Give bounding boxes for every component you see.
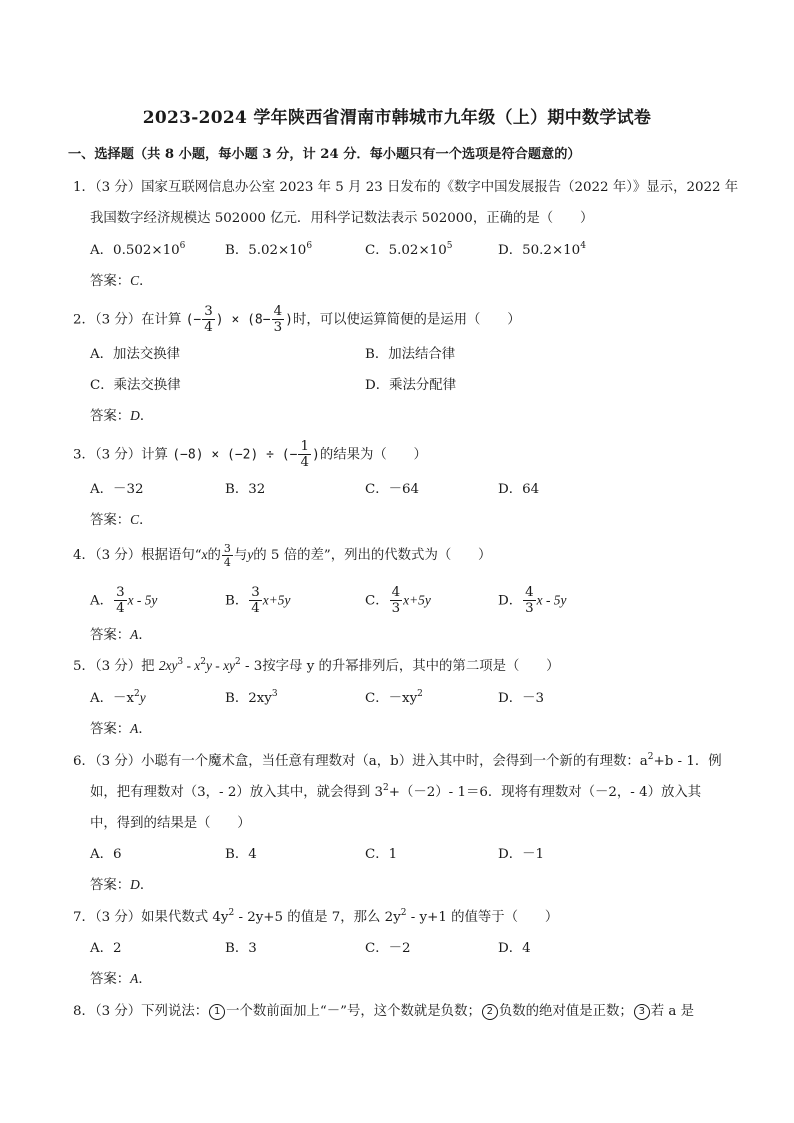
question-8: 8．（3 分）下列说法： 1 一个数前面加上“－”号，这个数就是负数； 2 负数的绝对值是正数； 3 若 a 是 <box>73 1004 695 1019</box>
q7-answer: 答案：A． <box>90 971 152 987</box>
q3-option-b: B．32 <box>225 482 266 497</box>
fraction: $\frac{4}{3}$ <box>391 585 401 617</box>
q7-option-b: B．3 <box>225 941 257 956</box>
circled-number: 1 <box>209 1004 225 1020</box>
question-6-line-1: 6．（3 分）小聪有一个魔术盒，当任意有理数对（a，b）进入其中时，会得到一个新的有理数：$a^2+b - 1$．例 <box>73 752 722 769</box>
q6-option-d: D．－1 <box>498 847 545 862</box>
q3-option-c: C．－64 <box>365 482 420 497</box>
question-7: 7．（3 分）如果代数式 $4y^2 - 2y+5$ 的值是 7，那么 $2y^2 - y+1$ 的值等于（ ） <box>73 908 559 925</box>
fraction: $\frac{3}{4}$ <box>251 585 260 617</box>
q1-answer: 答案：C． <box>90 273 153 289</box>
q4-answer: 答案：A． <box>90 627 152 643</box>
question-4: 4．（3 分）根据语句“x的 $\frac{3}{4}$ 与y的 5 倍的差”，列出的代数式为（ ） <box>73 542 492 569</box>
q4-option-d: D． $\frac{4}{3}$ x - 5y <box>498 585 567 617</box>
q4-option-a: A． $\frac{3}{4}$ x - 5y <box>90 585 158 617</box>
q3-answer: 答案：C． <box>90 512 153 528</box>
q5-option-c: C．$-xy^2$ <box>365 689 423 706</box>
q3-option-a: A．－32 <box>90 482 144 497</box>
fraction: $\frac{3}{4}$ <box>204 304 213 336</box>
exam-title: 2023-2024 学年陕西省渭南市韩城市九年级（上）期中数学试卷 <box>142 108 652 128</box>
q5-answer: 答案：A． <box>90 721 152 737</box>
q5-option-b: B．$2xy^3$ <box>225 689 278 706</box>
q3-option-d: D．64 <box>498 482 540 497</box>
question-5: 5．（3 分）把 $2xy^3 - x^2y - xy^2 - 3$按字母 y 的升幂排列后，其中的第二项是（ ） <box>73 657 560 674</box>
q7-option-a: A．2 <box>90 941 122 956</box>
q4-option-c: C． $\frac{4}{3}$ x+5y <box>365 585 431 617</box>
q2-option-d: D．乘法分配律 <box>365 378 457 393</box>
q7-option-d: D．4 <box>498 941 531 956</box>
question-2: 2．（3 分）在计算 (− $\frac{3}{4}$ ) × (8− $\frac{4}{3}$ )时，可以使运算简便的是运用（ ） <box>73 304 521 336</box>
circled-number: 2 <box>482 1004 498 1020</box>
fraction: $\frac{4}{3}$ <box>273 304 283 336</box>
q7-option-c: C．－2 <box>365 941 411 956</box>
q2-option-c: C．乘法交换律 <box>90 378 181 393</box>
q6-option-a: A．6 <box>90 847 122 862</box>
fraction: $\frac{3}{4}$ <box>116 585 125 617</box>
q2-option-a: A．加法交换律 <box>90 347 181 362</box>
question-6-line-3: 中，得到的结果是（ ） <box>90 816 251 831</box>
question-3: 3．（3 分）计算 (−8) × (−2) ÷ (− $\frac{1}{4}$ )的结果为（ ） <box>73 439 427 471</box>
q1-option-d: D．$50.2\times 10^4$ <box>498 241 586 258</box>
question-6-line-2: 如，把有理数对（3，- 2）放入其中，就会得到 $3^2+(-2)-$ 1＝6．现将有理数对（－2，- 4）放入其 <box>90 783 702 800</box>
q5-option-a: A．$-x^2y$ <box>90 689 146 706</box>
circled-number: 3 <box>634 1004 650 1020</box>
q4-option-b: B． $\frac{3}{4}$ x+5y <box>225 585 291 617</box>
fraction: $\frac{4}{3}$ <box>525 585 534 617</box>
q6-option-b: B．4 <box>225 847 257 862</box>
q2-option-b: B．加法结合律 <box>365 347 456 362</box>
question-1-line-1: 1．（3 分）国家互联网信息办公室 2023 年 5 月 23 日发布的《数字中国发展报告（2022 年）》显示，2022 年 <box>73 180 739 195</box>
section-heading: 一、选择题（共 8 小题，每小题 3 分，计 24 分．每小题只有一个选项是符合题意的） <box>68 147 581 162</box>
fraction: $\frac{1}{4}$ <box>300 439 309 471</box>
q1-option-c: C．$5.02\times 10^5$ <box>365 241 453 258</box>
q5-option-d: D．－3 <box>498 691 545 706</box>
q2-answer: 答案：D． <box>90 408 154 424</box>
q1-option-a: A．$0.502\times 10^6$ <box>90 241 186 258</box>
q1-option-b: B．$5.02\times 10^6$ <box>225 241 313 258</box>
q6-option-c: C．1 <box>365 847 398 862</box>
fraction: $\frac{3}{4}$ <box>223 542 231 569</box>
q6-answer: 答案：D． <box>90 877 154 893</box>
question-1-line-2: 我国数字经济规模达 502000 亿元．用科学记数法表示 502000，正确的是（ ） <box>90 211 594 226</box>
